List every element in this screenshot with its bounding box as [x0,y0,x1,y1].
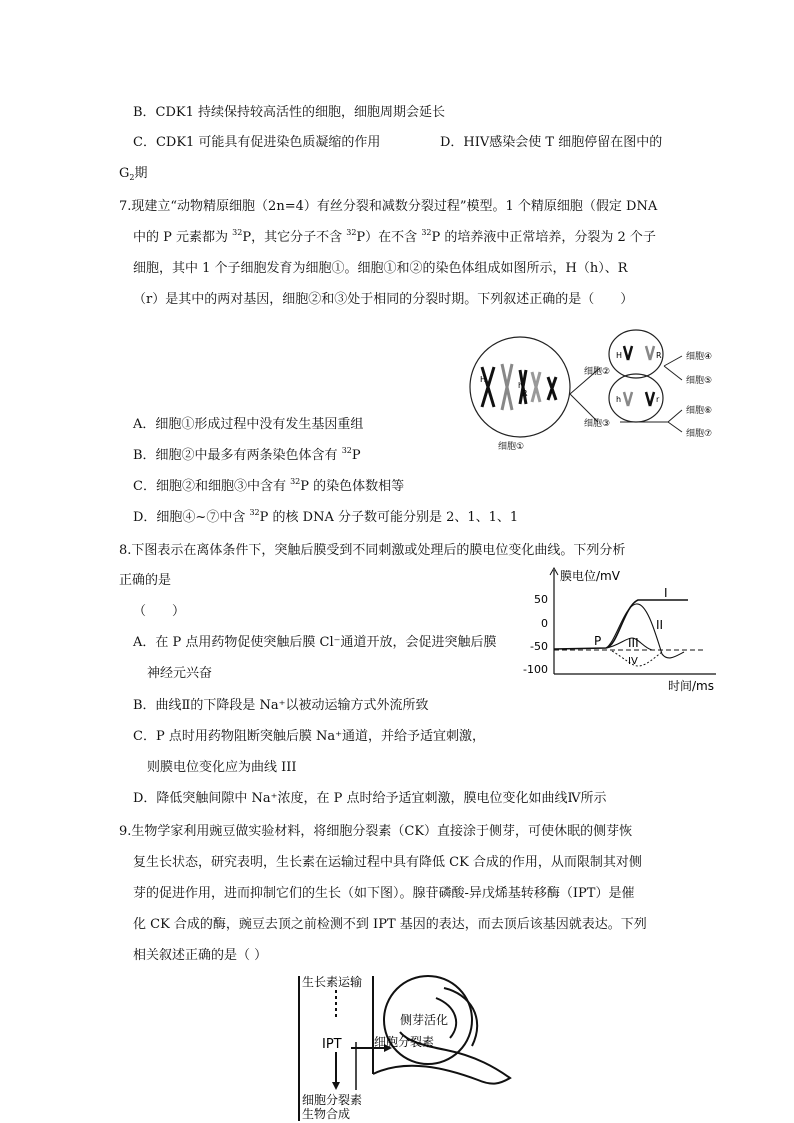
cell1-label: 细胞① [498,442,525,452]
q7-stem-line2: 中的 P 元素都为 $^{32}$P，其它分子不含 $^{32}$P）在不含 $^{32}$P 的培养液中正常培养，分裂为 2 个子 [133,228,656,245]
label-III: III [628,636,639,650]
q9-stem-line5: 相关叙述正确的是（ ） [133,948,268,963]
bud-activation-label: 侧芽活化 [400,1013,449,1027]
q8-option-a: A．在 P 点用药物促使突触后膜 Cl⁻通道开放，会促进突触后膜 [133,635,497,650]
q9-stem-line1: 9.生物学家利用豌豆做实验材料，将细胞分裂素（CK）直接涂于侧芽，可使休眠的侧芽恢 [119,824,633,839]
q7-cell-division-figure [468,322,730,456]
cell5-label: 细胞⑤ [686,376,713,386]
cytokinin-label: 细胞分裂素 [374,1035,435,1049]
ipt-label: IPT [322,1037,342,1052]
cell1-gene-H: H [480,375,487,384]
svg-text:R: R [656,351,662,360]
y-tick: -100 [523,663,548,676]
q8-stem-line2: 正确的是 [119,573,172,588]
q8-option-a-cont: 神经元兴奋 [147,666,213,681]
q7-stem-line3: 细胞，其中 1 个子细胞发育为细胞①。细胞①和②的染色体组成如图所示，H（h）、R [133,261,628,276]
y-tick: 50 [534,593,548,606]
q9-stem-line3: 芽的促进作用，进而抑制它们的生长（如下图）。腺苷磷酸-异戊烯基转移酶（IPT）是催 [133,886,635,901]
cell4-label: 细胞④ [686,352,713,362]
q6-option-b: B．CDK1 持续保持较高活性的细胞，细胞周期会延长 [133,105,446,120]
q8-option-b: B．曲线Ⅱ的下降段是 Na⁺以被动运输方式外流所致 [133,698,429,713]
curve-I [554,600,688,649]
svg-text:r: r [550,387,554,396]
label-P: P [594,634,602,648]
q9-stem-line2: 复生长状态，研究表明，生长素在运输过程中具有降低 CK 合成的作用，从而限制其对侧 [133,855,642,870]
cell2-label: 细胞② [584,367,611,377]
ck-synthesis-label: 细胞分裂素 [302,1093,363,1107]
x-axis-label: 时间/ms [668,679,714,693]
cell7-label: 细胞⑦ [686,429,713,439]
q7-stem-line4: （r）是其中的两对基因，细胞②和③处于相同的分裂时期。下列叙述正确的是（ ） [133,292,634,307]
cell6-label: 细胞⑥ [686,406,713,416]
y-axis-label: 膜电位/mV [560,569,620,583]
q8-stem-line1: 8.下图表示在离体条件下，突触后膜受到不同刺激或处理后的膜电位变化曲线。下列分析 [119,543,626,558]
q8-option-d: D．降低突触间隙中 Na⁺浓度，在 P 点时给予适宜刺激，膜电位变化如曲线Ⅳ所示 [133,791,607,806]
svg-text:R: R [522,389,528,398]
svg-text:h: h [616,395,622,404]
q6-option-c: C．CDK1 可能具有促进染色质凝缩的作用 [133,135,381,150]
label-IV: IV [628,656,638,667]
q9-pea-stem-diagram [296,972,522,1123]
label-II: II [656,618,664,632]
q7-option-d: D．细胞④~⑦中含 $^{32}$P 的核 DNA 分子数可能分别是 2、1、1、1 [133,508,519,525]
svg-text:H: H [616,351,623,360]
q6-option-d-cont: G2期 [119,166,148,182]
label-I: I [664,586,668,600]
y-tick: 0 [541,617,548,630]
y-tick: -50 [530,640,548,653]
auxin-transport-label: 生长素运输 [302,975,363,989]
svg-text:h: h [518,381,524,390]
q6-option-d: D．HIV感染会使 T 细胞停留在图中的 [440,135,663,150]
q7-option-a: A．细胞①形成过程中没有发生基因重组 [133,417,364,432]
q7-stem-line1: 7.现建立“动物精原细胞（2n=4）有丝分裂和减数分裂过程”模型。1 个精原细胞（假定 DNA [119,199,658,214]
q7-option-c: C．细胞②和细胞③中含有 $^{32}$P 的染色体数相等 [133,477,405,494]
svg-text:r: r [656,395,660,404]
q8-answer-paren: （ ） [133,604,186,619]
q8-option-c-cont: 则膜电位变化应为曲线 III [147,760,297,775]
q8-option-c: C．P 点时用药物阻断突触后膜 Na⁺通道，并给予适宜刺激， [133,729,485,744]
q8-membrane-potential-chart [520,566,726,694]
cell3-label: 细胞③ [584,419,611,429]
q7-option-b: B．细胞②中最多有两条染色体含有 $^{32}$P [133,446,361,463]
ck-synthesis-label-2: 生物合成 [302,1107,351,1121]
q9-stem-line4: 化 CK 合成的酶，豌豆去顶之前检测不到 IPT 基因的表达，而去顶后该基因就表达。下列 [133,917,647,932]
